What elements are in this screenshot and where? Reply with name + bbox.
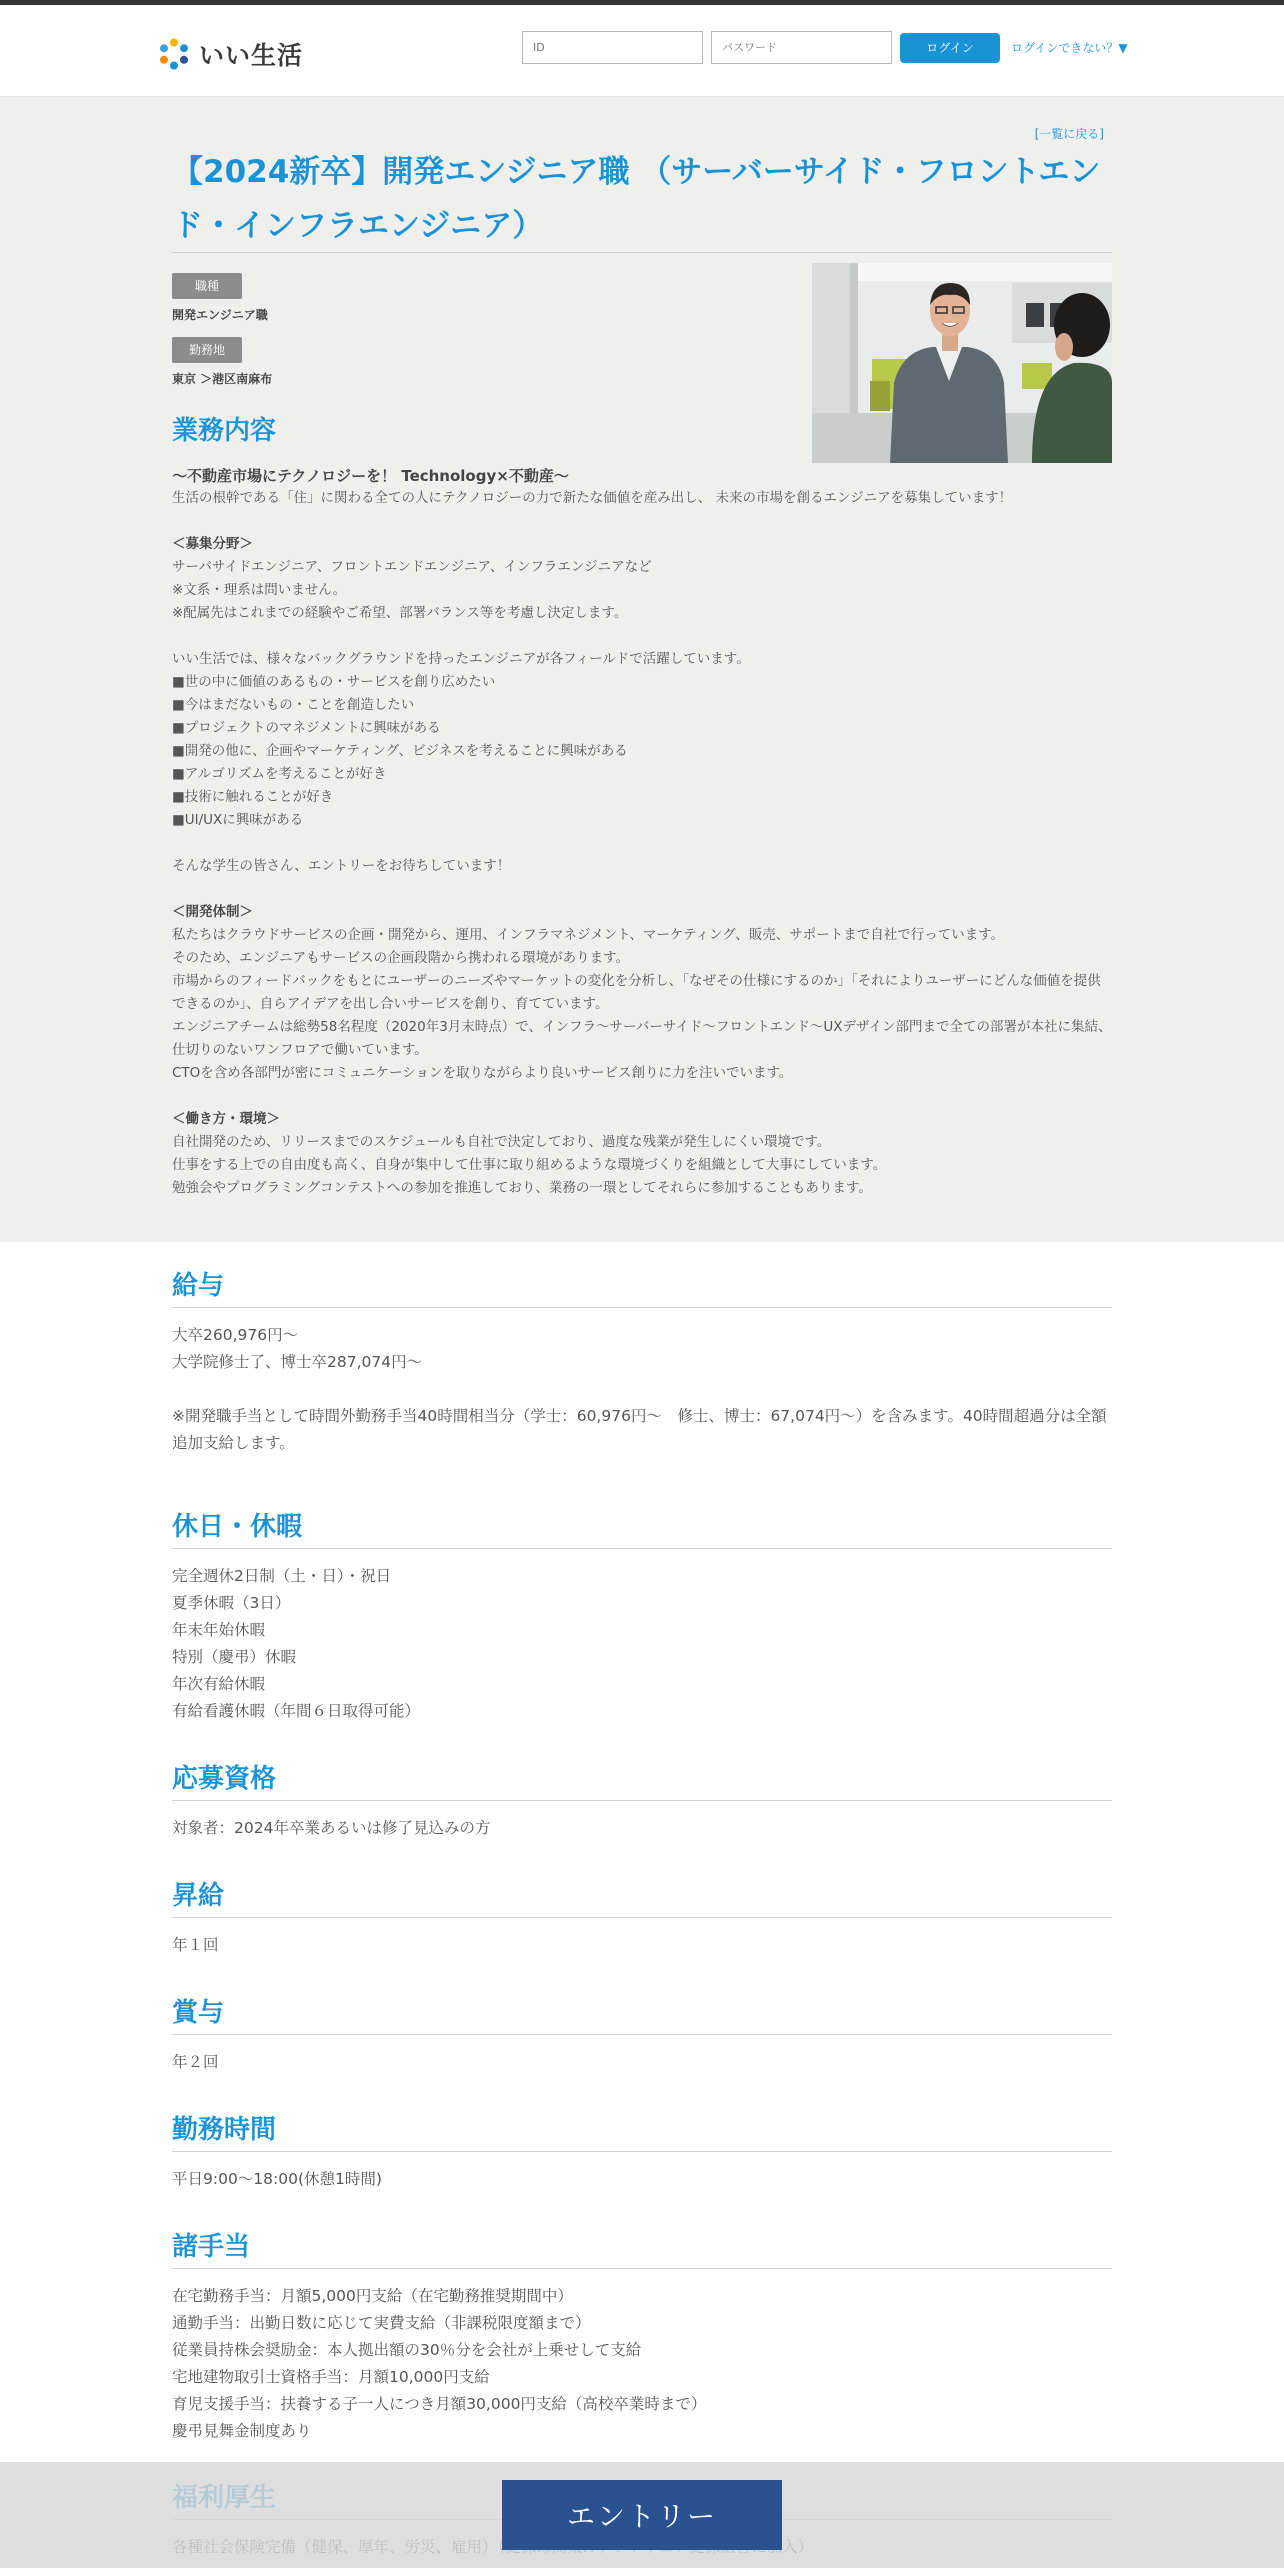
- qualification-body: [172, 1815, 1112, 1842]
- section-line: 平日9:00～18:00(休憩1時間): [172, 2170, 382, 2188]
- logo-text: いい生活: [199, 41, 304, 70]
- raise-heading: 昇給: [172, 1874, 1112, 1918]
- section-line: 宅地建物取引士資格手当：月額10,000円支給: [172, 2368, 490, 2386]
- password-input[interactable]: [711, 31, 892, 64]
- duties-line: 勉強会やプログラミングコンテストへの参加を推進しており、業務の一環としてそれらに参加することもあります。: [172, 1180, 872, 1196]
- duties-line: [172, 832, 1112, 855]
- section-line: 大学院修士了、博士卒287,074円～: [172, 1353, 423, 1371]
- login-form: [522, 31, 1128, 64]
- duties-line: 自社開発のため、リリースまでのスケジュールも自社で決定しており、過度な残業が発生しにくい環境です。: [172, 1134, 831, 1150]
- salary-body: [172, 1322, 1112, 1457]
- logo-mark-icon: [158, 38, 190, 70]
- duties-line: ■技術に触れることが好き: [172, 789, 334, 805]
- section-line: [172, 1376, 1112, 1403]
- duties-body: [172, 487, 1112, 1200]
- bonus-body: [172, 2049, 1112, 2076]
- login-button[interactable]: ログイン: [900, 33, 1000, 63]
- section-line: 従業員持株会奨励金：本人拠出額の30％分を会社が上乗せして支給: [172, 2341, 642, 2359]
- section-line: 特別（慶弔）休暇: [172, 1648, 297, 1666]
- id-input[interactable]: [522, 31, 703, 64]
- section-line: 対象者：2024年卒業あるいは修了見込みの方: [172, 1819, 491, 1837]
- category-tag: 職種: [172, 273, 242, 299]
- job-overview: [0, 97, 1284, 1242]
- holidays-body: [172, 1563, 1112, 1725]
- section-line: 年１回: [172, 1936, 219, 1954]
- working-hours-heading: 勤務時間: [172, 2108, 1112, 2152]
- section-line: 育児支援手当：扶養する子一人につき月額30,000円支給（高校卒業時まで）: [172, 2395, 707, 2413]
- allowances-section: [172, 2225, 1112, 2445]
- section-line: 完全週休2日制（土・日）・祝日: [172, 1567, 392, 1585]
- salary-heading: 給与: [172, 1264, 1112, 1308]
- section-line: 有給看護休暇（年間６日取得可能）: [172, 1702, 421, 1720]
- section-line: 在宅勤務手当：月額5,000円支給（在宅勤務推奨期間中）: [172, 2287, 573, 2305]
- location-tag: 勤務地: [172, 337, 242, 363]
- section-line: 年末年始休暇: [172, 1621, 266, 1639]
- duties-subsection-label: ＜募集分野＞: [172, 536, 253, 552]
- duties-line: ※配属先はこれまでの経験やご希望、部署バランス等を考慮し決定します。: [172, 605, 628, 621]
- duties-line: エンジニアチームは総勢58名程度（2020年3月末時点）で、インフラ～サーバーサイド～フロントエンド～UXデザイン部門まで全ての部署が本社に集結、仕切りのないワンフロアで働いています。: [172, 1019, 1112, 1058]
- section-line: 夏季休暇（3日）: [172, 1594, 291, 1612]
- entry-bar: [0, 2462, 1284, 2568]
- duties-line: いい生活では、様々なバックグラウンドを持ったエンジニアが各フィールドで活躍しています。: [172, 651, 750, 667]
- bonus-heading: 賞与: [172, 1991, 1112, 2035]
- working-hours-section: [172, 2108, 1112, 2193]
- duties-line: サーバサイドエンジニア、フロントエンドエンジニア、インフラエンジニアなど: [172, 559, 652, 575]
- section-line: 年次有給休暇: [172, 1675, 266, 1693]
- duties-line: 私たちはクラウドサービスの企画・開発から、運用、インフラマネジメント、マーケティング、販売、サポートまで自社で行っています。: [172, 927, 1005, 943]
- raise-body: [172, 1932, 1112, 1959]
- duties-line: 市場からのフィードバックをもとにユーザーのニーズやマーケットの変化を分析し、「なぜその仕様にするのか」「それによりユーザーにどんな価値を提供できるのか」、自らアイデアを出し合いサービスを創り、育てています。: [172, 973, 1101, 1012]
- duties-line: ■開発の他に、企画やマーケティング、ビジネスを考えることに興味がある: [172, 743, 628, 759]
- category-value: 開発エンジニア職: [172, 308, 268, 322]
- entry-button[interactable]: エントリー: [502, 2480, 782, 2550]
- site-header: [0, 5, 1284, 97]
- duties-line: ■今はまだないもの・ことを創造したい: [172, 697, 415, 713]
- job-title: 【2024新卒】開発エンジニア職 （サーバーサイド・フロントエンド・インフラエンジニア）: [172, 154, 1101, 244]
- duties-line: CTOを含め各部門が密にコミュニケーションを取りながらより良いサービス創りに力を注いでいます。: [172, 1065, 793, 1081]
- salary-section: [172, 1264, 1112, 1457]
- section-line: 大卒260,976円～: [172, 1326, 299, 1344]
- duties-line: 仕事をする上での自由度も高く、自身が集中して仕事に取り組めるような環境づくりを組織として大事にしています。: [172, 1157, 887, 1173]
- duties-line: そんな学生の皆さん、エントリーをお待ちしています！: [172, 858, 511, 874]
- duties-line: [172, 878, 1112, 901]
- section-line: 慶弔見舞金制度あり: [172, 2422, 312, 2440]
- site-logo[interactable]: [158, 36, 303, 72]
- duties-subsection-label: ＜働き方・環境＞: [172, 1111, 280, 1127]
- title-divider: [172, 252, 1112, 253]
- duties-heading: 業務内容: [172, 416, 277, 446]
- back-to-list-link[interactable]: [一覧に戻る]: [1034, 127, 1104, 141]
- location-value: 東京 ＞港区南麻布: [172, 372, 273, 386]
- section-line: 通勤手当：出勤日数に応じて実費支給（非課税限度額まで）: [172, 2314, 591, 2332]
- duties-line: [172, 1085, 1112, 1108]
- login-help-link[interactable]: ログインできない？▼: [1011, 41, 1128, 55]
- qualification-heading: 応募資格: [172, 1757, 1112, 1801]
- duties-line: ※文系・理系は問いません。: [172, 582, 347, 598]
- duties-line: [172, 625, 1112, 648]
- duties-subsection-label: ＜開発体制＞: [172, 904, 253, 920]
- raise-section: [172, 1874, 1112, 1959]
- duties-line: ■UI/UXに興味がある: [172, 812, 304, 828]
- holidays-section: [172, 1505, 1112, 1725]
- duties-line: [172, 510, 1112, 533]
- duties-line: 生活の根幹である「住」に関わる全ての人にテクノロジーの力で新たな価値を産み出し、 未来の市場を創るエンジニアを募集しています！: [172, 490, 1013, 506]
- allowances-body: [172, 2283, 1112, 2445]
- duties-line: ■プロジェクトのマネジメントに興味がある: [172, 720, 441, 736]
- bonus-section: [172, 1991, 1112, 2076]
- working-hours-body: [172, 2166, 1112, 2193]
- section-line: 年２回: [172, 2053, 219, 2071]
- duties-line: そのため、エンジニアもサービスの企画段階から携われる環境があります。: [172, 950, 630, 966]
- office-photo: [812, 263, 1112, 463]
- duties-line: ■世の中に価値のあるもの・サービスを創り広めたい: [172, 674, 496, 690]
- holidays-heading: 休日・休暇: [172, 1505, 1112, 1549]
- section-line: ※開発職手当として時間外勤務手当40時間相当分（学士：60,976円～ 修士、博士：67,074円～）を含みます。40時間超過分は全額追加支給します。: [172, 1407, 1107, 1452]
- duties-line: ■アルゴリズムを考えることが好き: [172, 766, 387, 782]
- allowances-heading: 諸手当: [172, 2225, 1112, 2269]
- qualification-section: [172, 1757, 1112, 1842]
- duties-subheading: 〜不動産市場にテクノロジーを！ Technology×不動産〜: [172, 467, 569, 485]
